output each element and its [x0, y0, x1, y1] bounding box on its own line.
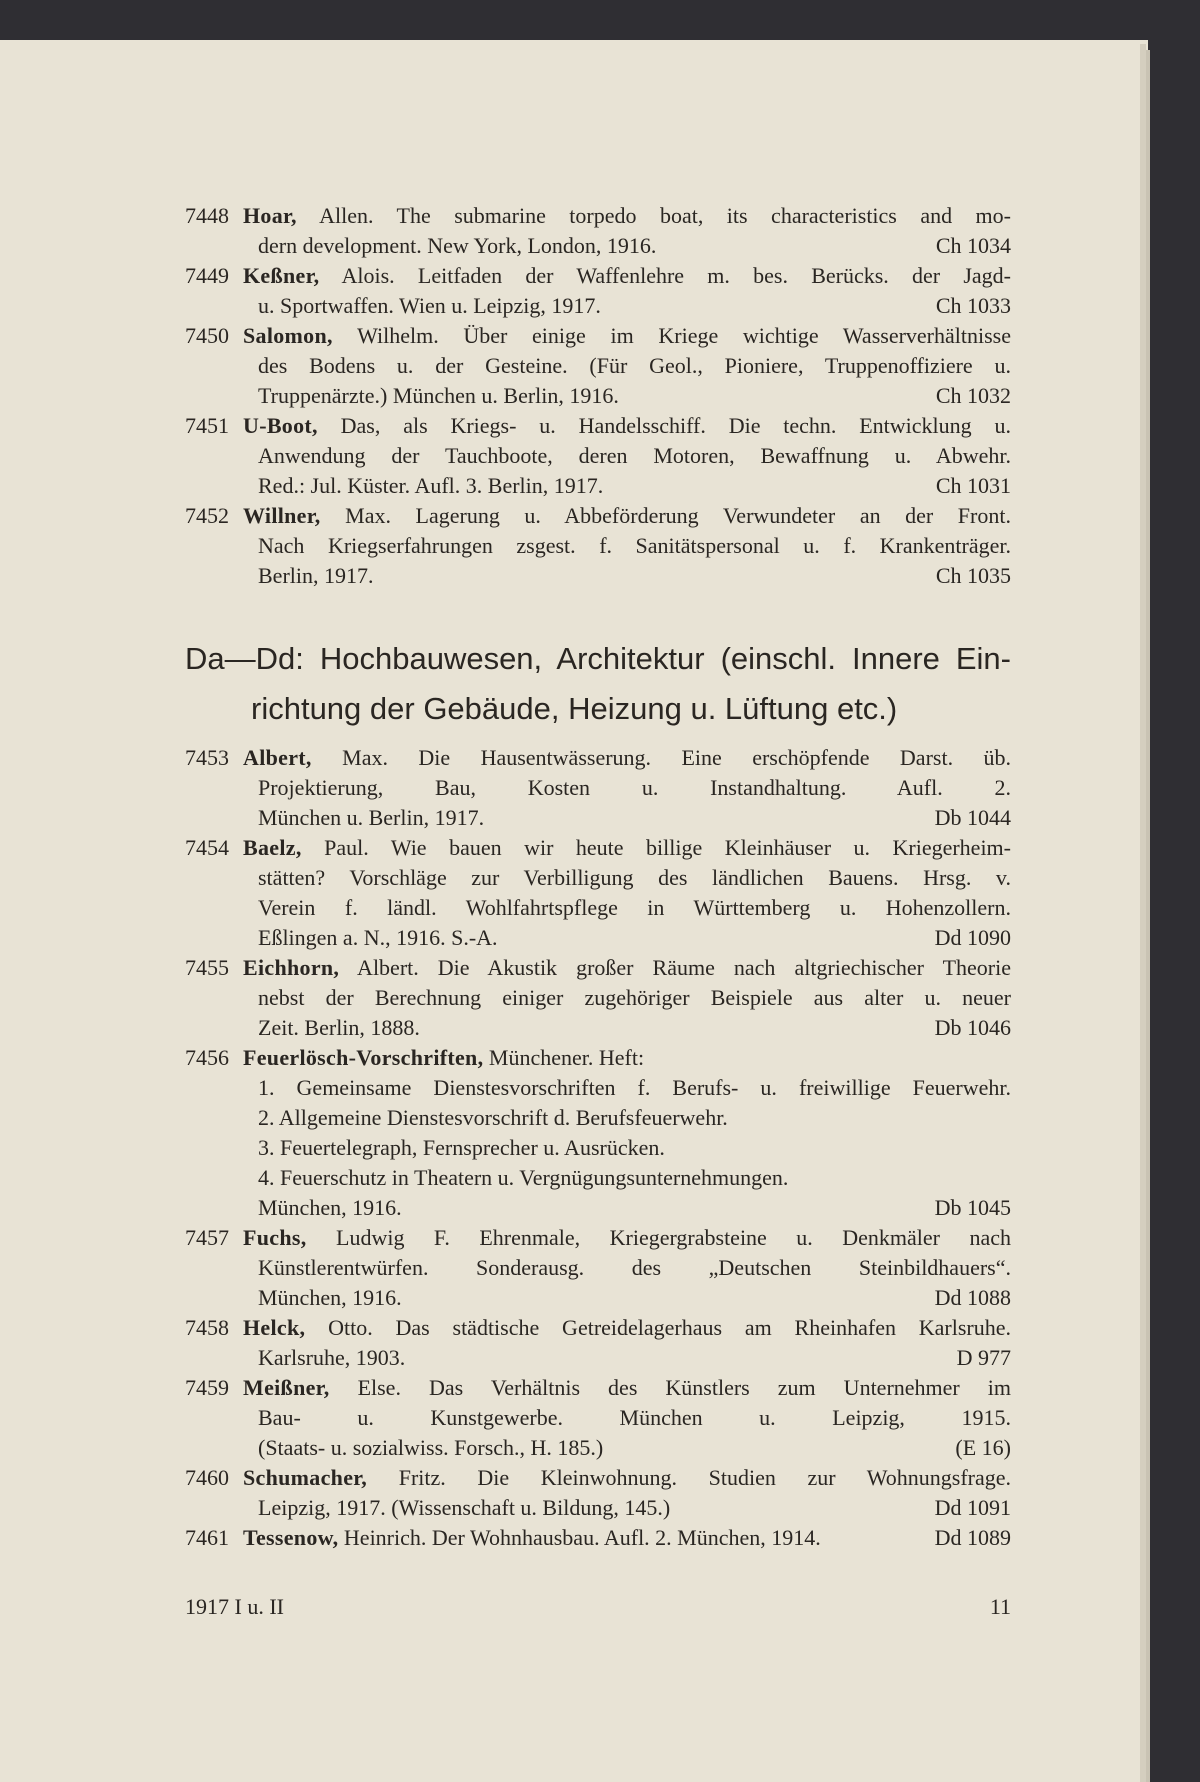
call-number: (E 16): [955, 1435, 1011, 1460]
entry-line-text: Eßlingen a. N., 1916. S.-A.: [258, 925, 498, 950]
entry-line: [185, 923, 1011, 953]
catalog-entry: [185, 1463, 1011, 1523]
entry-line-text: des Bodens u. der Gesteine. (Für Geol., Pioniere, Truppenoffiziere u.: [258, 353, 1011, 378]
entry-number: 7454: [185, 835, 229, 860]
entry-line: [185, 441, 1011, 471]
entry-first-line: [185, 833, 1011, 863]
section-heading: [185, 634, 1011, 734]
page-footer: [185, 1594, 1011, 1620]
call-number: Db 1045: [934, 1195, 1011, 1220]
entry-author: Schumacher,: [243, 1465, 368, 1490]
call-number: Ch 1033: [935, 293, 1011, 318]
entry-author: Keßner,: [243, 263, 320, 288]
entry-line: [185, 561, 1011, 591]
entry-number: 7453: [185, 745, 229, 770]
entry-line-text: Leipzig, 1917. (Wissenschaft u. Bildung, 145.): [258, 1495, 671, 1520]
entry-line-text: München u. Berlin, 1917.: [258, 805, 485, 830]
catalog-entry: [185, 501, 1011, 591]
entry-author: Tessenow,: [243, 1525, 339, 1550]
entry-number: 7459: [185, 1375, 229, 1400]
entry-line-text: Zeit. Berlin, 1888.: [258, 1015, 420, 1040]
entry-line: [185, 983, 1011, 1013]
entry-text: [185, 1523, 821, 1553]
page-edge: [1146, 50, 1150, 1782]
entry-line-text: Anwendung der Tauchboote, deren Motoren, Bewaffnung u. Abwehr.: [258, 443, 1011, 468]
entry-line: [185, 1253, 1011, 1283]
entry-title: Max. Lagerung u. Abbeförderung Verwundeter an der Front.: [320, 503, 1011, 528]
entry-first-line: [185, 261, 1011, 291]
entry-line: [185, 231, 1011, 261]
call-number: D 977: [956, 1345, 1011, 1370]
entry-line: [185, 1073, 1011, 1103]
catalog-entry: [185, 411, 1011, 501]
catalog-entry: [185, 743, 1011, 833]
entry-line: [185, 1193, 1011, 1223]
entry-first-line: [185, 1223, 1011, 1253]
entry-title: Otto. Das städtische Getreidelagerhaus am Rheinhafen Karlsruhe.: [305, 1315, 1011, 1340]
entry-author: U-Boot,: [243, 413, 318, 438]
entry-author: Fuchs,: [243, 1225, 307, 1250]
call-number: Dd 1091: [934, 1495, 1011, 1520]
entry-line-text: Projektierung, Bau, Kosten u. Instandhaltung. Aufl. 2.: [258, 775, 1011, 800]
entry-line-text: Nach Kriegserfahrungen zsgest. f. Sanitätspersonal u. f. Krankenträger.: [258, 533, 1011, 558]
entry-title: Münchener. Heft:: [483, 1045, 645, 1070]
entry-line: [185, 1163, 1011, 1193]
footer-signature: 1917 I u. II: [185, 1594, 284, 1619]
call-number: Ch 1034: [935, 233, 1011, 258]
catalog-section-2: [185, 743, 1011, 1553]
page-number: 11: [989, 1594, 1011, 1619]
entry-number: 7451: [185, 413, 229, 438]
catalog-entry: [185, 1373, 1011, 1463]
entry-author: Albert,: [243, 745, 312, 770]
call-number: Ch 1031: [935, 473, 1011, 498]
entry-line-text: nebst der Berechnung einiger zugehöriger Beispiele aus alter u. neuer: [258, 985, 1011, 1010]
catalog-entry: [185, 953, 1011, 1043]
entry-line: [185, 351, 1011, 381]
catalog-entry: [185, 1523, 1011, 1553]
entry-author: Hoar,: [243, 203, 297, 228]
entry-title: Paul. Wie bauen wir heute billige Kleinhäuser u. Kriegerheim-: [301, 835, 1011, 860]
call-number: Dd 1088: [934, 1285, 1011, 1310]
entry-first-line: [185, 953, 1011, 983]
call-number: Ch 1035: [935, 563, 1011, 588]
entry-title: Alois. Leitfaden der Waffenlehre m. bes. Berücks. der Jagd-: [319, 263, 1011, 288]
entry-line: [185, 531, 1011, 561]
call-number: Ch 1032: [935, 383, 1011, 408]
entry-first-line: [185, 743, 1011, 773]
entry-line: [185, 803, 1011, 833]
entry-number: 7450: [185, 323, 229, 348]
entry-author: Helck,: [243, 1315, 306, 1340]
entry-author: Salomon,: [243, 323, 333, 348]
entry-title: Allen. The submarine torpedo boat, its characteristics and mo-: [296, 203, 1011, 228]
entry-line-text: Bau- u. Kunstgewerbe. München u. Leipzig, 1915.: [258, 1405, 1011, 1430]
catalog-entry: [185, 321, 1011, 411]
entry-line-text: dern development. New York, London, 1916.: [258, 233, 657, 258]
call-number: Db 1044: [934, 805, 1011, 830]
entry-line: [185, 471, 1011, 501]
entry-title: Ludwig F. Ehrenmale, Kriegergrabsteine u. Denkmäler nach: [306, 1225, 1011, 1250]
entry-line-text: Berlin, 1917.: [258, 563, 374, 588]
entry-number: 7449: [185, 263, 229, 288]
heading-line-1: Da—Dd: Hochbauwesen, Architektur (einschl. Innere Ein-: [185, 641, 1011, 676]
entry-line-text: 1. Gemeinsame Dienstesvorschriften f. Berufs- u. freiwillige Feuerwehr.: [258, 1075, 1011, 1100]
entry-first-line: [185, 501, 1011, 531]
entry-author: Eichhorn,: [243, 955, 340, 980]
entry-author: Meißner,: [243, 1375, 330, 1400]
entry-line: [185, 1433, 1011, 1463]
entry-title: Fritz. Die Kleinwohnung. Studien zur Wohnungsfrage.: [367, 1465, 1011, 1490]
entry-line: [185, 893, 1011, 923]
entry-first-line: [185, 1043, 1011, 1073]
entry-line-text: München, 1916.: [258, 1195, 402, 1220]
entry-author: Willner,: [243, 503, 321, 528]
catalog-entry: [185, 1223, 1011, 1313]
entry-first-line: [185, 1463, 1011, 1493]
entry-number: 7455: [185, 955, 229, 980]
entry-author: Feuerlösch-Vorschriften,: [243, 1045, 484, 1070]
entry-line: [185, 1343, 1011, 1373]
entry-number: 7448: [185, 203, 229, 228]
entry-number: 7452: [185, 503, 229, 528]
entry-title: Else. Das Verhältnis des Künstlers zum Unternehmer im: [329, 1375, 1011, 1400]
entry-author: Baelz,: [243, 835, 302, 860]
call-number: Dd 1090: [934, 925, 1011, 950]
entry-line-text: 4. Feuerschutz in Theatern u. Vergnügungsunternehmungen.: [258, 1165, 789, 1190]
entry-number: 7458: [185, 1315, 229, 1340]
entry-line-text: stätten? Vorschläge zur Verbilligung des ländlichen Bauens. Hrsg. v.: [258, 865, 1011, 890]
entry-line: [185, 773, 1011, 803]
catalog-entry: [185, 1043, 1011, 1223]
entry-line: [185, 381, 1011, 411]
entry-line-text: Red.: Jul. Küster. Aufl. 3. Berlin, 1917.: [258, 473, 604, 498]
entry-number: 7461: [185, 1525, 229, 1550]
entry-line: [185, 1493, 1011, 1523]
entry-number: 7456: [185, 1045, 229, 1070]
entry-title: Das, als Kriegs- u. Handelsschiff. Die techn. Entwicklung u.: [317, 413, 1011, 438]
catalog-entry: [185, 1313, 1011, 1373]
entry-first-line: [185, 411, 1011, 441]
entry-title: Max. Die Hausentwässerung. Eine erschöpfende Darst. üb.: [311, 745, 1011, 770]
entry-first-line: [185, 1523, 1011, 1553]
entry-line: [185, 1013, 1011, 1043]
entry-first-line: [185, 1313, 1011, 1343]
entry-line-text: Karlsruhe, 1903.: [258, 1345, 406, 1370]
entry-title: Heinrich. Der Wohnhausbau. Aufl. 2. München, 1914.: [338, 1525, 821, 1550]
entry-first-line: [185, 1373, 1011, 1403]
entry-line-text: Verein f. ländl. Wohlfahrtspflege in Württemberg u. Hohenzollern.: [258, 895, 1011, 920]
catalog-section-1: [185, 201, 1011, 591]
catalog-entry: [185, 833, 1011, 953]
entry-number: 7457: [185, 1225, 229, 1250]
entry-first-line: [185, 321, 1011, 351]
entry-line-text: München, 1916.: [258, 1285, 402, 1310]
entry-line: [185, 291, 1011, 321]
entry-number: 7460: [185, 1465, 229, 1490]
call-number: Dd 1089: [934, 1525, 1011, 1550]
heading-line-2: richtung der Gebäude, Heizung u. Lüftung etc.): [251, 691, 898, 726]
entry-first-line: [185, 201, 1011, 231]
catalog-entry: [185, 201, 1011, 261]
entry-line-text: 3. Feuertelegraph, Fernsprecher u. Ausrücken.: [258, 1135, 665, 1160]
entry-line-text: (Staats- u. sozialwiss. Forsch., H. 185.): [258, 1435, 604, 1460]
entry-line-text: Künstlerentwürfen. Sonderausg. des „Deutschen Steinbildhauers“.: [258, 1255, 1011, 1280]
entry-line-text: Truppenärzte.) München u. Berlin, 1916.: [258, 383, 619, 408]
entry-title: Albert. Die Akustik großer Räume nach altgriechischer Theorie: [339, 955, 1011, 980]
entry-line: [185, 863, 1011, 893]
catalog-entry: [185, 261, 1011, 321]
entry-line: [185, 1403, 1011, 1433]
entry-line: [185, 1283, 1011, 1313]
entry-title: Wilhelm. Über einige im Kriege wichtige Wasserverhältnisse: [332, 323, 1011, 348]
call-number: Db 1046: [934, 1015, 1011, 1040]
entry-line-text: u. Sportwaffen. Wien u. Leipzig, 1917.: [258, 293, 601, 318]
entry-line: [185, 1133, 1011, 1163]
entry-line: [185, 1103, 1011, 1133]
entry-line-text: 2. Allgemeine Dienstesvorschrift d. Berufsfeuerwehr.: [258, 1105, 728, 1130]
